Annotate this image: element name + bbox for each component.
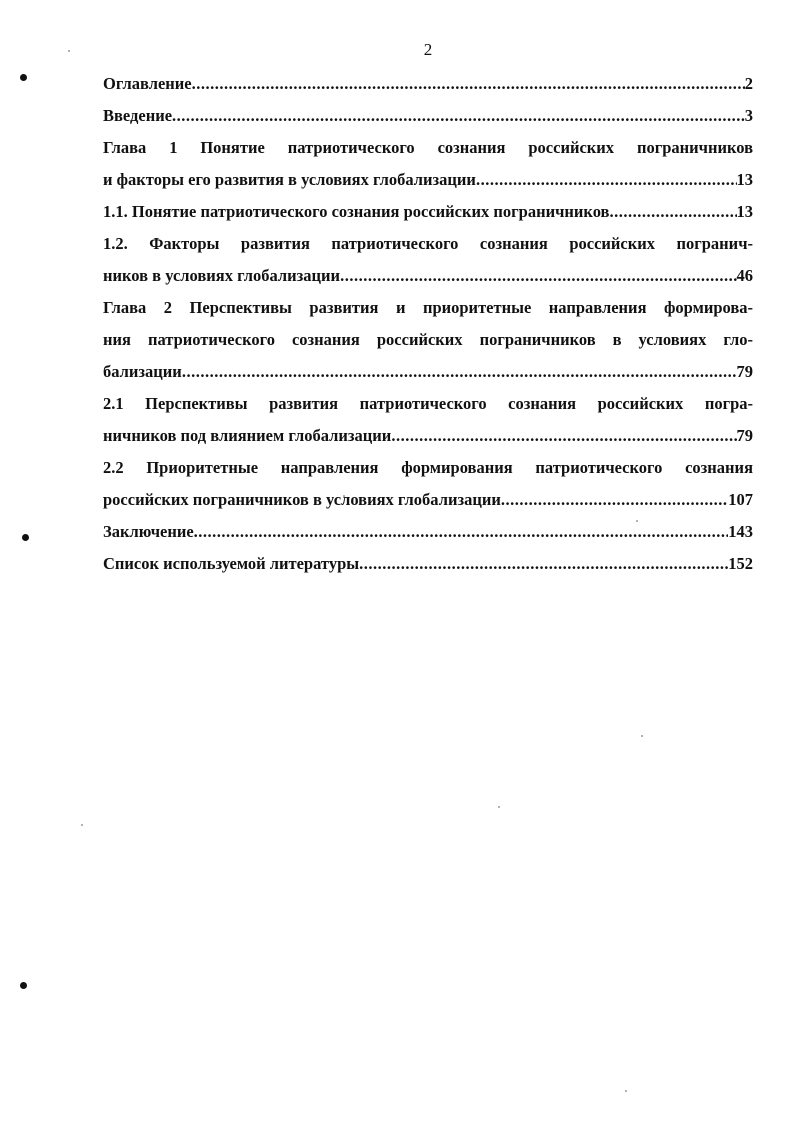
toc-entry-line: 1.2. Факторы развития патриотического сознания российских погранич-	[103, 234, 753, 253]
toc-dot-leader	[194, 516, 729, 548]
toc-entry[interactable]	[103, 548, 753, 580]
toc-entry-leader-line	[103, 516, 753, 548]
toc-dot-leader	[359, 548, 728, 580]
toc-entry[interactable]	[103, 68, 753, 100]
toc-entry-title: Введение	[103, 106, 173, 125]
toc-entry[interactable]	[103, 516, 753, 548]
toc-page-number: 79	[736, 362, 753, 381]
toc-entry[interactable]	[103, 292, 753, 388]
toc-page-number: 143	[728, 522, 753, 541]
page-number: 2	[423, 40, 433, 59]
toc-page-number: 107	[728, 490, 753, 509]
toc-entry-title: российских пограничников в условиях глобализации	[103, 490, 501, 509]
toc-entry-title: бализации	[103, 362, 182, 381]
toc-entry-leader-line	[103, 100, 753, 132]
toc-dot-leader	[182, 356, 737, 388]
toc-entry[interactable]	[103, 452, 753, 516]
toc-entry[interactable]	[103, 100, 753, 132]
toc-page-number: 3	[744, 106, 753, 125]
toc-entry[interactable]	[103, 196, 753, 228]
toc-entry-title: Заключение	[103, 522, 194, 541]
toc-entry-leader-line	[103, 420, 753, 452]
toc-entry[interactable]	[103, 132, 753, 196]
scan-speck	[625, 1090, 627, 1092]
binder-hole-mark	[20, 982, 27, 989]
toc-entry-title: ничников под влиянием глобализации	[103, 426, 392, 445]
toc-entry-title: 1.1. Понятие патриотического сознания российских пограничников	[103, 202, 610, 221]
toc-dot-leader	[172, 100, 745, 132]
binder-hole-mark	[22, 534, 29, 541]
toc-entry-line: Глава 1 Понятие патриотического сознания российских пограничников	[103, 138, 753, 157]
toc-entry-title: и факторы его развития в условиях глобализации	[103, 170, 476, 189]
toc-page-number: 13	[736, 170, 753, 189]
toc-entry-leader-line	[103, 196, 753, 228]
toc-entry-leader-line	[103, 484, 753, 516]
toc-entry-leader-line	[103, 260, 753, 292]
toc-entry-line: 2.2 Приоритетные направления формирования патриотического сознания	[103, 458, 753, 477]
toc-dot-leader	[391, 420, 736, 452]
binder-hole-mark	[20, 74, 27, 81]
toc-dot-leader	[192, 68, 745, 100]
toc-page-number: 2	[744, 74, 753, 93]
toc-entry[interactable]	[103, 388, 753, 452]
toc-entry-line: ния патриотического сознания российских пограничников в условиях гло-	[103, 330, 753, 349]
toc-page-number: 13	[736, 202, 753, 221]
scan-speck	[81, 824, 83, 826]
table-of-contents	[103, 68, 753, 580]
toc-dot-leader	[476, 164, 737, 196]
scan-speck	[641, 735, 643, 737]
toc-entry-leader-line	[103, 164, 753, 196]
toc-dot-leader	[340, 260, 736, 292]
toc-entry-title: ников в условиях глобализации	[103, 266, 341, 285]
toc-entry-line: 2.1 Перспективы развития патриотического сознания российских погра-	[103, 394, 753, 413]
scan-speck	[498, 806, 500, 808]
toc-entry-leader-line	[103, 68, 753, 100]
toc-entry-title: Оглавление	[103, 74, 192, 93]
toc-dot-leader	[609, 196, 736, 228]
toc-entry-line: Глава 2 Перспективы развития и приоритетные направления формирова-	[103, 298, 753, 317]
toc-dot-leader	[501, 484, 728, 516]
toc-page-number: 46	[736, 266, 753, 285]
toc-page-number: 79	[736, 426, 753, 445]
toc-entry-leader-line	[103, 356, 753, 388]
toc-entry-leader-line	[103, 548, 753, 580]
toc-page-number: 152	[728, 554, 753, 573]
toc-entry-title: Список используемой литературы	[103, 554, 360, 573]
toc-entry[interactable]	[103, 228, 753, 292]
